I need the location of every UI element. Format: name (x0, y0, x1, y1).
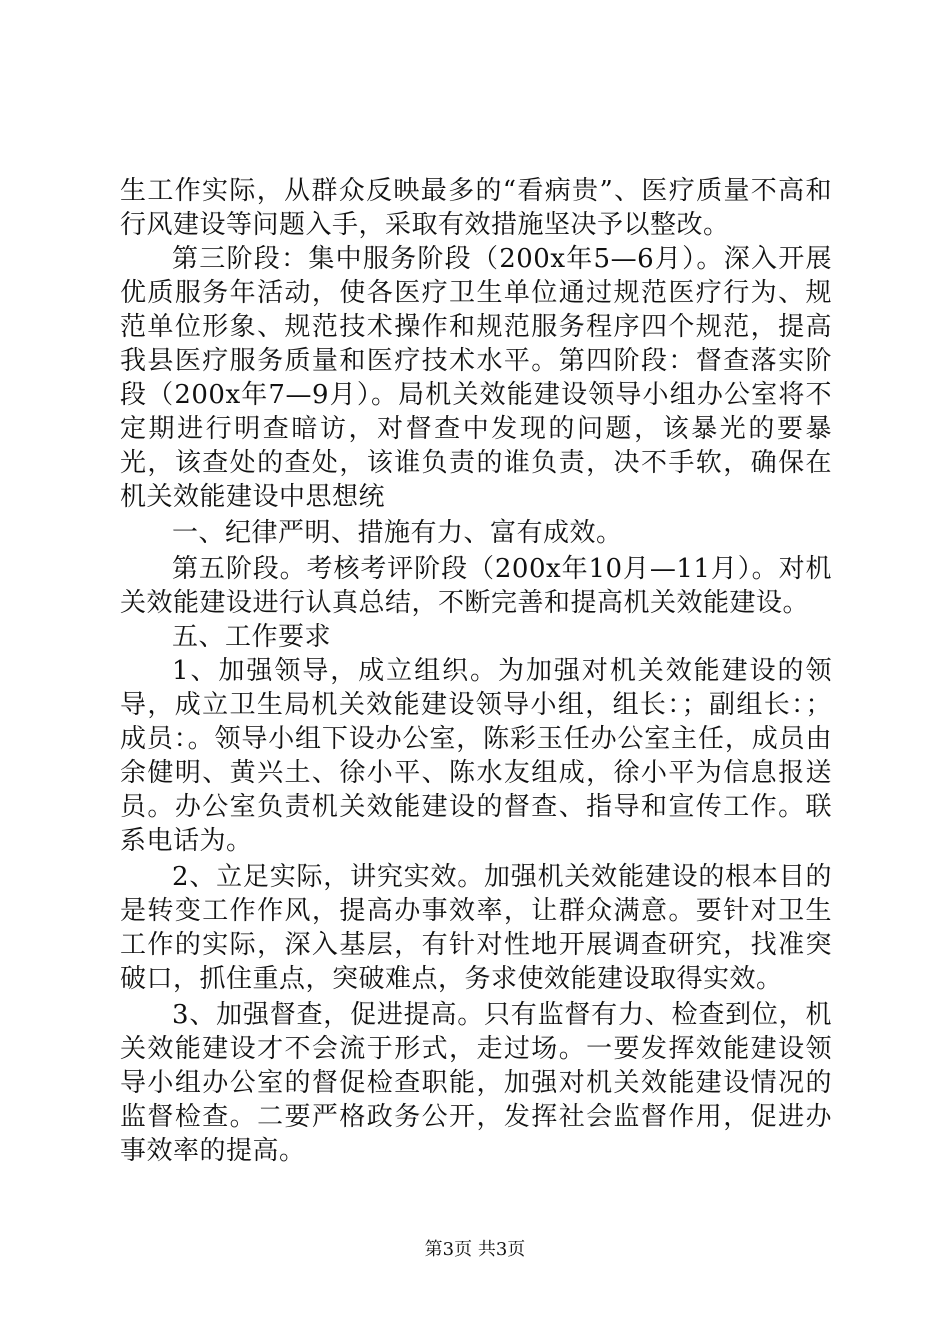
paragraph-requirement-2: 2、立足实际，讲究实效。加强机关效能建设的根本目的是转变工作作风，提高办事效率，让群众满意。要针对卫生工作的实际，深入基层，有针对性地开展调查研究，找准突破口，抓住重点，突破难点，务求使效能建设取得实效。 (120, 862, 832, 994)
paragraph-continuation: 生工作实际，从群众反映最多的“看病贵”、医疗质量不高和行风建设等问题入手，采取有效措施坚决予以整改。 (120, 176, 832, 240)
document-body (120, 174, 832, 1168)
section-heading-requirements: 五、工作要求 (172, 622, 332, 652)
page-footer (0, 1238, 950, 1262)
paragraph-stage-five: 第五阶段。考核考评阶段（200x年10月—11月）。对机关效能建设进行认真总结，不断完善和提高机关效能建设。 (120, 554, 832, 618)
paragraph-requirement-1: 1、加强领导，成立组织。为加强对机关效能建设的领导，成立卫生局机关效能建设领导小组，组长：；副组长：；成员：。领导小组下设办公室，陈彩玉任办公室主任，成员由余健明、黄兴土、徐小平、陈水友组成，徐小平为信息报送员。办公室负责机关效能建设的督查、指导和宣传工作。联系电话为。 (120, 656, 832, 856)
page-number-label: 第3页 共3页 (424, 1239, 526, 1260)
paragraph-discipline: 一、纪律严明、措施有力、富有成效。 (172, 518, 623, 548)
paragraph-requirement-3: 3、加强督查，促进提高。只有监督有力、检查到位，机关效能建设才不会流于形式，走过场。一要发挥效能建设领导小组办公室的督促检查职能，加强对机关效能建设情况的监督检查。二要严格政务公开，发挥社会监督作用，促进办事效率的提高。 (120, 1000, 832, 1166)
paragraph-stage-three-four: 第三阶段：集中服务阶段（200x年5—6月）。深入开展优质服务年活动，使各医疗卫生单位通过规范医疗行为、规范单位形象、规范技术操作和规范服务程序四个规范，提高我县医疗服务质量和医疗技术水平。第四阶段：督查落实阶段（200x年7—9月）。局机关效能建设领导小组办公室将不定期进行明查暗访，对督查中发现的问题，该暴光的要暴光，该查处的查处，该谁负责的谁负责，决不手软，确保在机关效能建设中思想统 (120, 244, 832, 512)
